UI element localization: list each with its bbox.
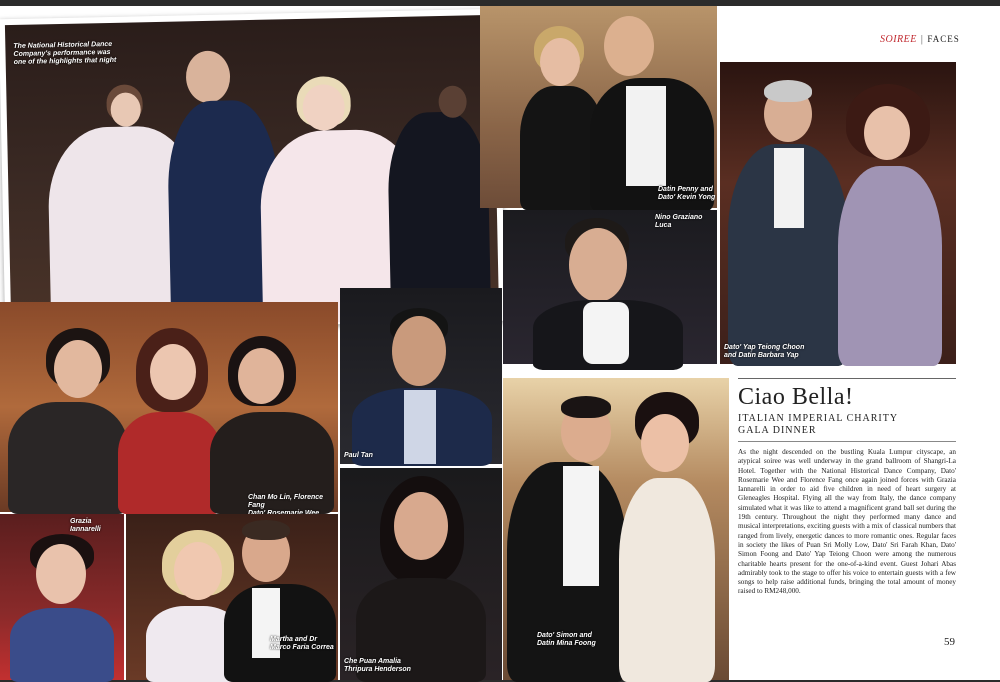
header-separator: |	[920, 34, 924, 45]
caption-chan-fang-wee: Chan Mo Lin, Florence Fang	[248, 494, 324, 509]
subsection-label: FACES	[927, 34, 960, 44]
photo-paul-tan	[340, 288, 502, 464]
magazine-page	[0, 6, 1000, 680]
caption-amalia: Che Puan Amalia Thripura Henderson	[344, 658, 411, 673]
article-subtitle-line2: GALA DINNER	[738, 425, 817, 436]
page-number: 59	[944, 636, 955, 648]
article-top-rule	[738, 378, 956, 379]
photo-amalia	[340, 468, 502, 680]
article-body: As the night descended on the bustling Kuala Lumpur cityscape, an atypical soiree was well underway in the grand ballroom of Shangri-La Hotel. Together with the National Historical Dance Company, Dato' Rosemarie Wee and Florence Fang once again joined forces with Grazia Iannarelli in order to aid five children in need of heart surgery at Gleneagles Hospital. Flying all the way from Italy, the dance company simulated what it was like to attend a magnificent grand ball set during the 19th century. Throughout the night they performed many dance and musical interpretations, exciting guests with a mix of classical numbers that ranged from lively, energetic dances to more romantic ones. Regular faces in society the likes of Puan Sri Molly Low, Dato' Sri Farah Khan, Dato' Simon Foong and Dato' Yap Teiong Choon were among the numerous charitable hearts present for the one-of-a-kind event. Guest Johari Abas admirably took to the stage to offer his voice to entertain guests with a few songs to help raise additional funds, bringing the total amount of money raised to RM248,000.	[738, 448, 956, 596]
article-subtitle	[738, 413, 956, 437]
article-title: Ciao Bella!	[738, 384, 854, 410]
photo-yap	[720, 62, 956, 364]
caption-martha-marco: Martha and Dr Marco Faria Correa	[270, 636, 334, 651]
photo-simon-mina	[503, 378, 729, 680]
caption-simon-mina: Dato' Simon and Datin Mina Foong	[537, 632, 596, 647]
article	[738, 378, 956, 597]
caption-nino: Nino Graziano Luca	[655, 214, 703, 229]
caption-paul-tan: Paul Tan	[344, 452, 373, 459]
caption-dance: The National Historical Dance Company's performance was one of the highlights that night	[13, 40, 117, 66]
photo-chan-fang-wee	[0, 302, 338, 512]
section-label: SOIREE	[880, 34, 917, 45]
photo-grazia	[0, 514, 124, 680]
caption-yap: Dato' Yap Teiong Choon and Datin Barbara Yap	[724, 344, 805, 359]
section-header	[880, 34, 960, 45]
photo-nino	[503, 210, 717, 364]
photo-penny-kevin	[480, 6, 717, 208]
photo-dance	[0, 9, 505, 331]
article-divider	[738, 441, 956, 442]
article-subtitle-line1: ITALIAN IMPERIAL CHARITY	[738, 413, 899, 424]
caption-penny-kevin: Datin Penny and Dato' Kevin Yong	[658, 186, 716, 201]
caption-grazia: Grazia Iannarelli	[70, 518, 101, 533]
photo-martha-marco	[126, 514, 338, 680]
